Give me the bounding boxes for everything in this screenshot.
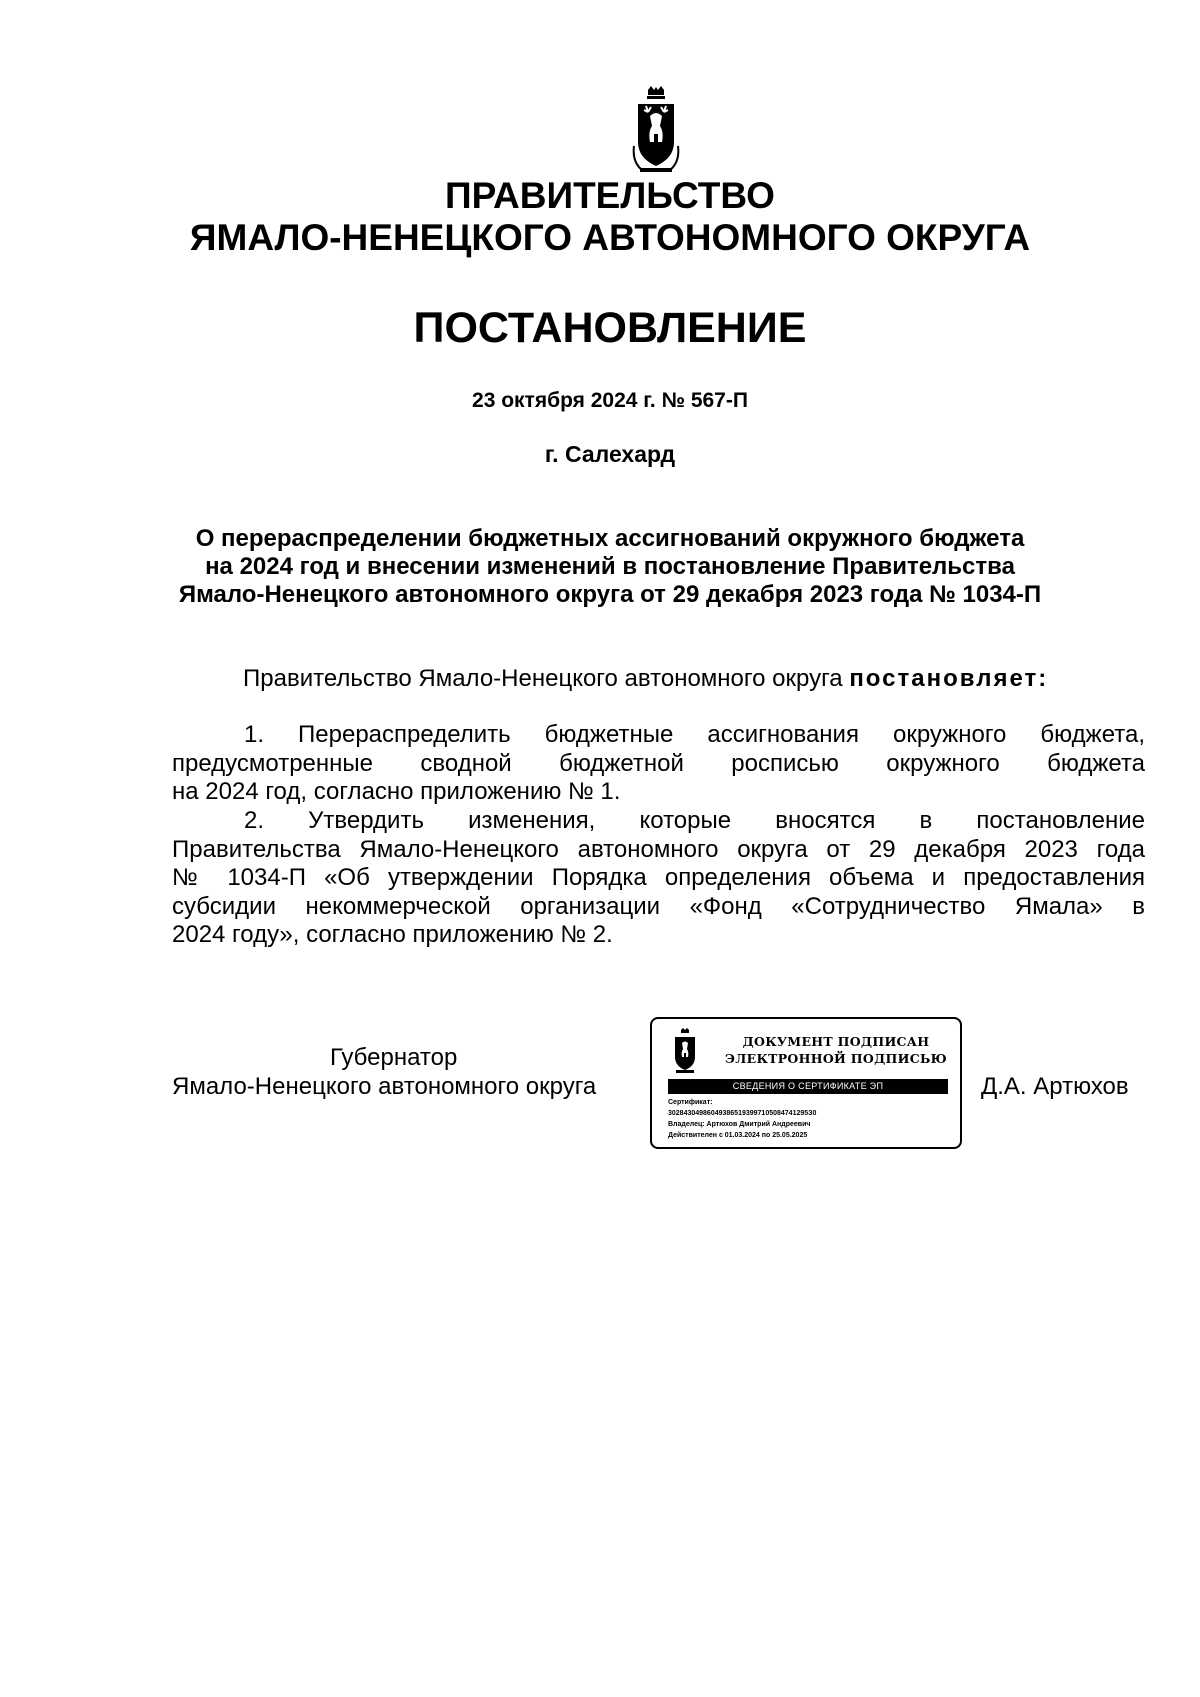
document-type: ПОСТАНОВЛЕНИЕ [413, 304, 807, 352]
document-title-line2: на 2024 год и внесении изменений в постановление Правительства [205, 553, 1015, 580]
document-title-line3: Ямало-Ненецкого автономного округа от 29 декабря 2023 года № 1034-П [178, 581, 1042, 608]
item-2-line3: № 1034-П «Об утверждении Порядка определения объема и предоставления [172, 864, 1145, 891]
stamp-owner: Владелец: Артюхов Дмитрий Андреевич [668, 1121, 811, 1128]
document-title-line1: О перераспределении бюджетных ассигнований окружного бюджета [195, 525, 1025, 552]
government-name-line1: ПРАВИТЕЛЬСТВО [445, 175, 775, 216]
preamble-text: Правительство Ямало-Ненецкого автономного округа [243, 665, 850, 692]
government-name-line2: ЯМАЛО-НЕНЕЦКОГО АВТОНОМНОГО ОКРУГА [189, 217, 1031, 258]
stamp-header-line2: ЭЛЕКТРОННОЙ ПОДПИСЬЮ [725, 1051, 947, 1066]
coat-of-arms-icon [632, 86, 680, 174]
electronic-signature-stamp [650, 1017, 962, 1149]
item-2-line4: субсидии некоммерческой организации «Фонд «Сотрудничество Ямала» в [172, 892, 1145, 920]
city: г. Салехард [544, 441, 676, 467]
preamble [243, 665, 1048, 693]
stamp-validity: Действителен с 01.03.2024 по 25.05.2025 [668, 1132, 808, 1139]
stamp-certificate-label: Сертификат: [668, 1099, 713, 1106]
item-1 [172, 721, 1145, 807]
item-2-line2: Правительства Ямало-Ненецкого автономного округа от 29 декабря 2023 года [172, 835, 1145, 863]
signatory-position-line2: Ямало-Ненецкого автономного округа [172, 1073, 597, 1100]
stamp-header [722, 1033, 950, 1067]
stamp-certificate-bar: СВЕДЕНИЯ О СЕРТИФИКАТЕ ЭП [668, 1079, 948, 1094]
coat-of-arms-small-icon [672, 1028, 698, 1074]
item-2 [172, 807, 1145, 950]
date-and-number: 23 октября 2024 г. № 567-П [472, 389, 748, 412]
stamp-header-line1: ДОКУМЕНТ ПОДПИСАН [742, 1034, 930, 1049]
item-2-line5: 2024 году», согласно приложению № 2. [172, 921, 613, 948]
preamble-action: постановляет: [849, 665, 1049, 692]
item-1-line3: на 2024 год, согласно приложению № 1. [172, 778, 621, 805]
item-1-line2: предусмотренные сводной бюджетной росписью окружного бюджета [172, 749, 1145, 777]
item-1-line1: 1. Перераспределить бюджетные ассигнования окружного бюджета, [244, 721, 1145, 748]
stamp-details [668, 1097, 952, 1141]
item-2-line1: 2. Утвердить изменения, которые вносятся в постановление [244, 807, 1145, 834]
stamp-certificate-number: 302843049860493865193997105084741295З0 [668, 1110, 817, 1117]
signatory-position-line1: Губернатор [330, 1044, 458, 1071]
signatory-name: Д.А. Артюхов [981, 1073, 1129, 1100]
